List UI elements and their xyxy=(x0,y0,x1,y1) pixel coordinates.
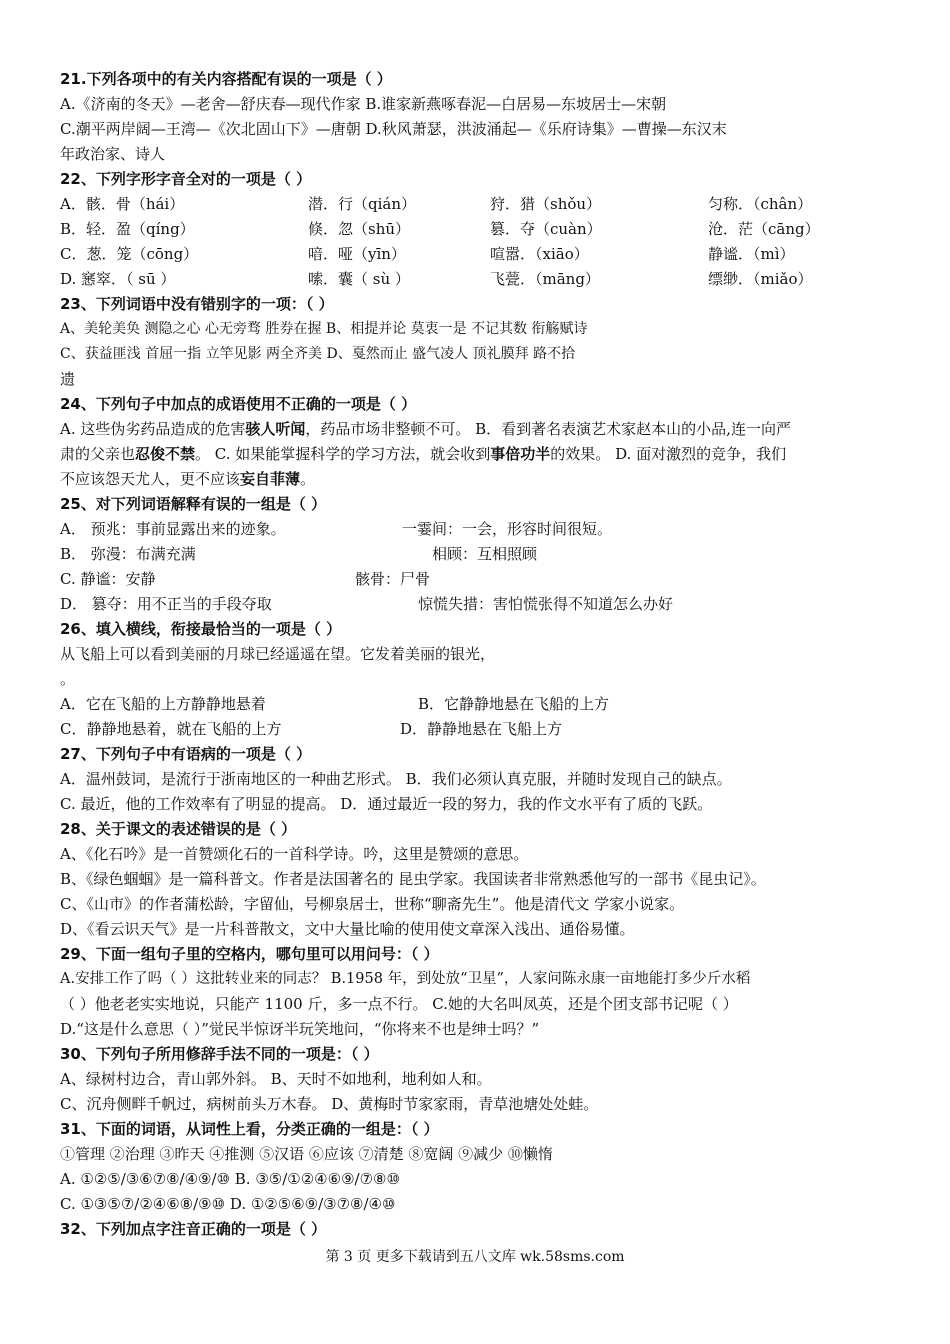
option-cell: 匀称．（chân） xyxy=(708,195,813,213)
question-26-line: 。 xyxy=(60,670,76,688)
question-27-title: 27、下列句子中有语病的一项是（ ） xyxy=(60,745,312,763)
question-31-title: 31、下面的词语，从词性上看，分类正确的一组是：（ ） xyxy=(60,1120,439,1138)
question-29-line: A.安排工作了吗（ ）这批转业来的同志？ B.1958 年，到处放“卫星”，人家问陈永康一亩地能打多少斤水稻 xyxy=(60,971,751,987)
question-23-line: A、美轮美奂 测隐之心 心无旁骛 胜券在握 B、相提并论 莫衷一是 不记其数 衔觞赋诗 xyxy=(60,321,588,337)
option-cell: 狩．猎（shǒu） xyxy=(490,195,602,213)
option-cell: A．它在飞船的上方静静地悬着 xyxy=(60,695,266,713)
question-21-line: C.潮平两岸阔—王湾—《次北固山下》—唐朝 D.秋风萧瑟，洪波涌起—《乐府诗集》—曹操—东汉末 xyxy=(60,120,727,138)
question-30-line: A、绿树村边合，青山郭外斜。 B、天时不如地利，地利如人和。 xyxy=(60,1070,492,1088)
question-22-title: 22、下列字形字音全对的一项是（ ） xyxy=(60,170,312,188)
option-cell: 倏．忽（shū） xyxy=(308,220,411,238)
option-cell: 静谧．（mì） xyxy=(708,245,795,263)
question-31-line: A. ①②⑤/③⑥⑦⑧/④⑨/⑩ B. ③⑤/①②④⑥⑨/⑦⑧⑩ xyxy=(60,1170,400,1188)
question-29-line: D.“这是什么意思（ ）”觉民半惊讶半玩笑地问，“你将来不也是绅士吗？” xyxy=(60,1020,540,1038)
page-footer: 第 3 页 更多下载请到五八文库 wk.58sms.com xyxy=(325,1249,625,1265)
option-cell: A．骸．骨（hái） xyxy=(60,195,185,213)
question-24-line: 不应该怨天尤人，更不应该妄自菲薄。 xyxy=(60,470,316,488)
option-cell: D. 窸窣．（ sū ） xyxy=(60,270,176,288)
question-24-line: A. 这些伪劣药品造成的危害骇人听闻，药品市场非整顿不可。 B．看到著名表演艺术家赵本山的小品,连一向严 xyxy=(60,420,791,438)
question-28-title: 28、关于课文的表述错误的是（ ） xyxy=(60,820,297,838)
question-28-line: A、《化石吟》是一首赞颂化石的一首科学诗。吟，这里是赞颂的意思。 xyxy=(60,845,529,863)
question-23-line: 遗 xyxy=(60,370,76,388)
question-21-title: 21.下列各项中的有关内容搭配有误的一项是（ ） xyxy=(60,70,392,88)
option-cell: 喑．哑（yīn） xyxy=(308,245,406,263)
question-23-line: C、获益匪浅 首屈一指 立竿见影 两全齐美 D、戛然而止 盛气凌人 顶礼膜拜 路不拾 xyxy=(60,346,576,362)
option-cell: 相顾：互相照顾 xyxy=(432,545,538,563)
option-cell: 飞甍．（māng） xyxy=(490,270,600,288)
question-28-line: C、《山市》的作者蒲松龄，字留仙，号柳泉居士，世称“聊斋先生”。他是清代文 学家小说家。 xyxy=(60,895,685,913)
question-26-line: 从飞船上可以看到美丽的月球已经遥遥在望。它发着美丽的银光， xyxy=(60,645,496,663)
option-cell: 沧．茫（cāng） xyxy=(708,220,820,238)
question-27-line: C. 最近，他的工作效率有了明显的提高。 D．通过最近一段的努力，我的作文水平有了质的飞跃。 xyxy=(60,795,713,813)
question-25-title: 25、对下列词语解释有误的一组是（ ） xyxy=(60,495,327,513)
question-30-line: C、沉舟侧畔千帆过，病树前头万木春。 D、黄梅时节家家雨，青草池塘处处蛙。 xyxy=(60,1095,599,1113)
question-21-line: A.《济南的冬天》—老舍—舒庆春—现代作家 B.谁家新燕啄春泥—白居易—东坡居士—宋朝 xyxy=(60,95,667,113)
option-cell: 篡．夺（cuàn） xyxy=(490,220,602,238)
question-26-title: 26、填入横线，衔接最恰当的一项是（ ） xyxy=(60,620,342,638)
idiom-highlight: 事倍功半 xyxy=(490,445,551,463)
question-30-title: 30、下列句子所用修辞手法不同的一项是：（ ） xyxy=(60,1045,379,1063)
option-cell: B．轻．盈（qíng） xyxy=(60,220,195,238)
question-24-title: 24、下列句子中加点的成语使用不正确的一项是（ ） xyxy=(60,395,417,413)
question-29-line: （ ）他老老实实地说，只能产 1100 斤，多一点不行。 C.她的大名叫凤英，还是个团支部书记呢（ ） xyxy=(60,995,738,1013)
question-28-line: B、《绿色蝈蝈》是一篇科普文。作者是法国著名的 昆虫学家。我国读者非常熟悉他写的一部书《昆虫记》。 xyxy=(60,870,766,888)
option-cell: 嗦．囊（ sù ） xyxy=(308,270,410,288)
question-32-title: 32、下列加点字注音正确的一项是（ ） xyxy=(60,1220,327,1238)
option-cell: B． 弥漫：布满充满 xyxy=(60,545,196,563)
option-cell: 骸骨：尸骨 xyxy=(355,570,431,588)
question-24-line: 肃的父亲也忍俊不禁。 C. 如果能掌握科学的学习方法，就会收到事倍功半的效果。 D. 面对激烈的竞争，我们 xyxy=(60,445,787,463)
question-23-title: 23、下列词语中没有错别字的一项：（ ） xyxy=(60,295,334,313)
option-cell: 喧嚣．（xiāo） xyxy=(490,245,589,263)
idiom-highlight: 忍俊不禁 xyxy=(135,445,196,463)
question-28-line: D、《看云识天气》是一片科普散文，文中大量比喻的使用使文章深入浅出、通俗易懂。 xyxy=(60,920,635,938)
option-cell: B．它静静地悬在飞船的上方 xyxy=(418,695,610,713)
option-cell: D．静静地悬在飞船上方 xyxy=(400,720,563,738)
question-31-line: ①管理 ②治理 ③昨天 ④推测 ⑤汉语 ⑥应该 ⑦清楚 ⑧宽阔 ⑨减少 ⑩懒惰 xyxy=(60,1145,553,1163)
option-cell: C．静静地悬着，就在飞船的上方 xyxy=(60,720,282,738)
idiom-highlight: 骇人听闻 xyxy=(245,420,306,438)
question-27-line: A．温州鼓词，是流行于浙南地区的一种曲艺形式。 B．我们必须认真克服，并随时发现自己的缺点。 xyxy=(60,770,732,788)
option-cell: 惊慌失措：害怕慌张得不知道怎么办好 xyxy=(418,595,674,613)
question-21-line: 年政治家、诗人 xyxy=(60,145,166,163)
question-31-line: C. ①③⑤⑦/②④⑥⑧/⑨⑩ D. ①②⑤⑥⑨/③⑦⑧/④⑩ xyxy=(60,1195,396,1213)
idiom-highlight: 妄自菲薄 xyxy=(240,470,301,488)
option-cell: C. 静谧：安静 xyxy=(60,570,156,588)
option-cell: 缥缈．（miǎo） xyxy=(708,270,813,288)
option-cell: 潜．行（qián） xyxy=(308,195,417,213)
option-cell: 一霎间：一会，形容时间很短。 xyxy=(402,520,613,538)
option-cell: C．葱．笼（cōng） xyxy=(60,245,199,263)
option-cell: A． 预兆：事前显露出来的迹象。 xyxy=(60,520,286,538)
option-cell: D． 篡夺：用不正当的手段夺取 xyxy=(60,595,272,613)
question-29-title: 29、下面一组句子里的空格内，哪句里可以用问号：（ ） xyxy=(60,945,439,963)
